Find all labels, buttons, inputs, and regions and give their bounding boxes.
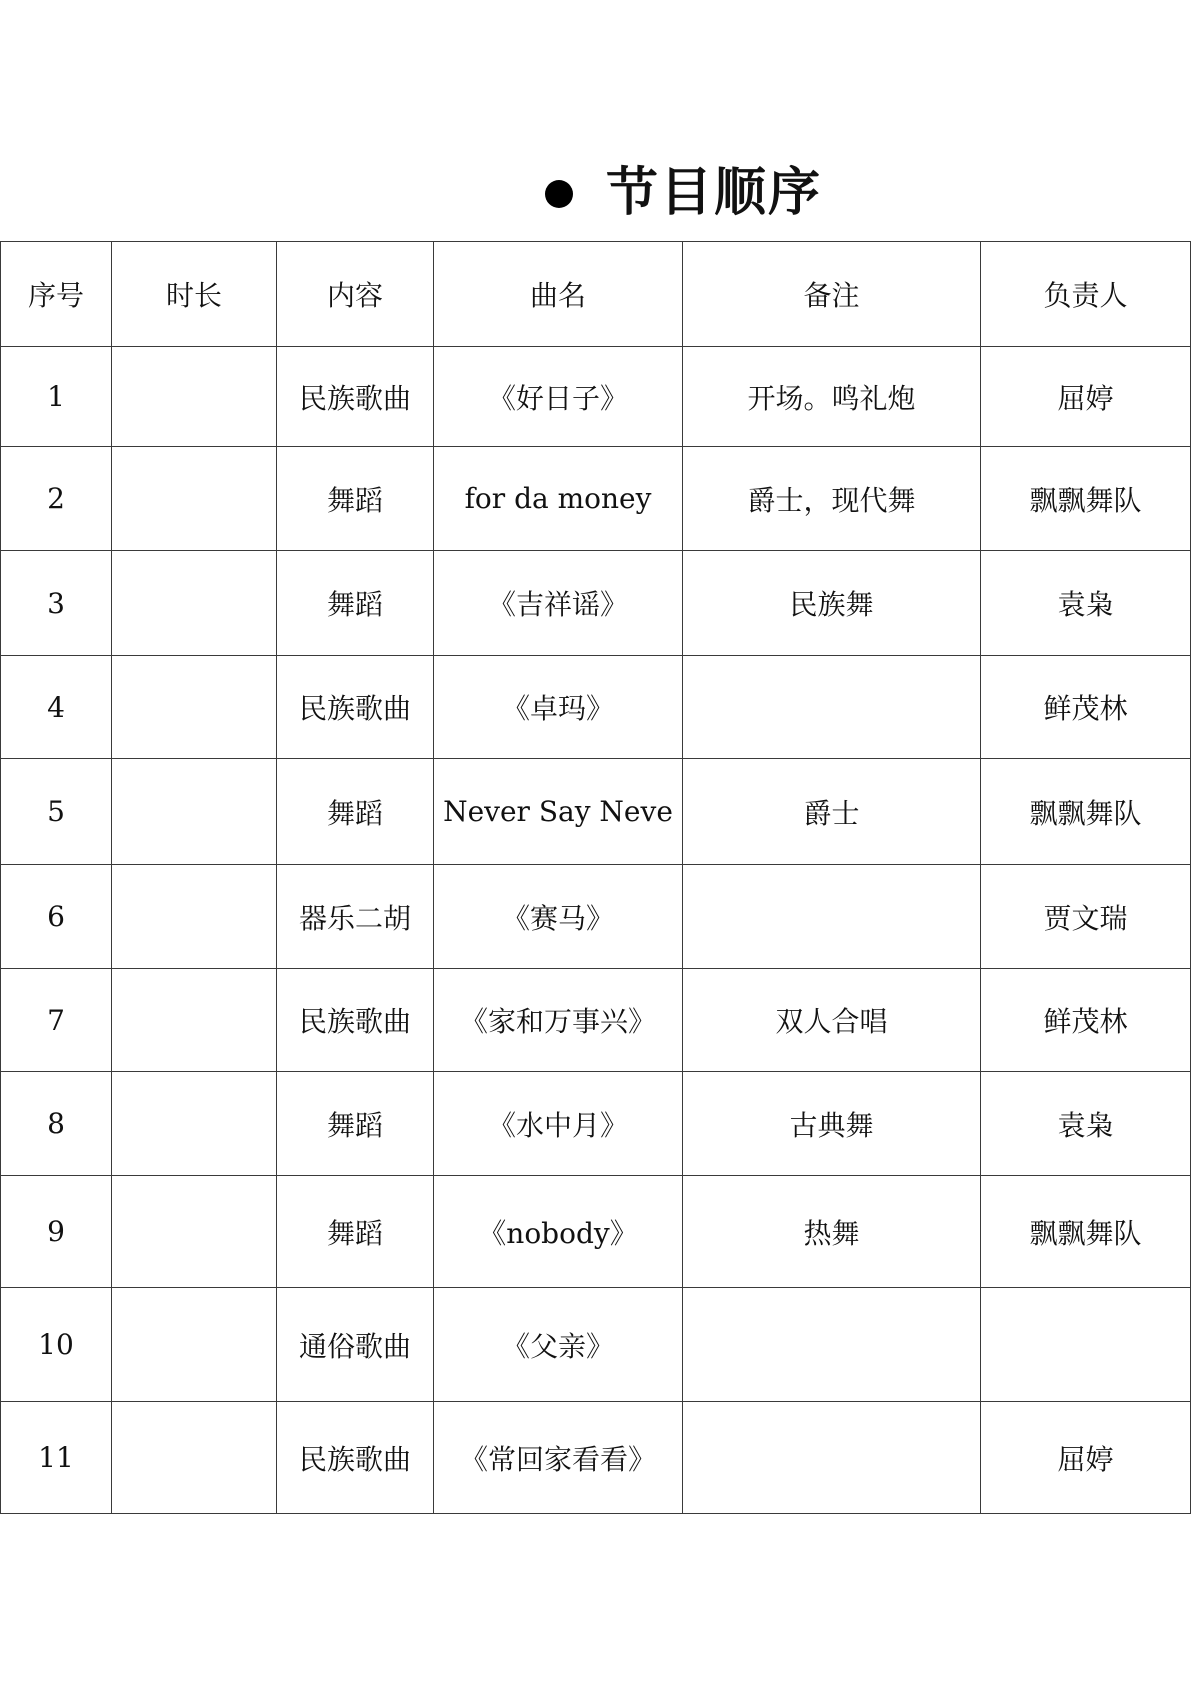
cell-duration — [112, 1288, 277, 1402]
cell-note: 古典舞 — [683, 1072, 981, 1176]
cell-owner — [981, 1288, 1191, 1402]
table-row — [1, 1176, 1191, 1288]
cell-content: 民族歌曲 — [277, 969, 434, 1072]
program-table — [0, 241, 1191, 1514]
cell-owner: 鲜茂林 — [981, 656, 1191, 759]
cell-content: 舞蹈 — [277, 447, 434, 551]
cell-owner: 飘飘舞队 — [981, 447, 1191, 551]
cell-duration — [112, 1072, 277, 1176]
cell-content: 器乐二胡 — [277, 865, 434, 969]
cell-note: 开场。鸣礼炮 — [683, 347, 981, 447]
cell-owner: 袁枭 — [981, 551, 1191, 656]
cell-note — [683, 1288, 981, 1402]
cell-owner: 袁枭 — [981, 1072, 1191, 1176]
table-row — [1, 347, 1191, 447]
header-song: 曲名 — [434, 242, 683, 347]
cell-owner: 飘飘舞队 — [981, 1176, 1191, 1288]
cell-seq: 8 — [1, 1072, 112, 1176]
table-row — [1, 969, 1191, 1072]
cell-content: 民族歌曲 — [277, 656, 434, 759]
cell-seq: 7 — [1, 969, 112, 1072]
cell-note: 双人合唱 — [683, 969, 981, 1072]
cell-seq: 11 — [1, 1402, 112, 1514]
cell-duration — [112, 1402, 277, 1514]
table-row — [1, 865, 1191, 969]
cell-song: Never Say Neve — [434, 759, 683, 865]
cell-content: 民族歌曲 — [277, 1402, 434, 1514]
cell-content: 舞蹈 — [277, 1072, 434, 1176]
table-row — [1, 1072, 1191, 1176]
cell-song: 《水中月》 — [434, 1072, 683, 1176]
cell-content: 舞蹈 — [277, 1176, 434, 1288]
bullet-icon — [545, 180, 573, 208]
header-duration: 时长 — [112, 242, 277, 347]
cell-content: 通俗歌曲 — [277, 1288, 434, 1402]
cell-note — [683, 656, 981, 759]
cell-seq: 5 — [1, 759, 112, 865]
cell-duration — [112, 865, 277, 969]
header-content: 内容 — [277, 242, 434, 347]
table-body — [1, 347, 1191, 1514]
cell-duration — [112, 551, 277, 656]
cell-song: 《赛马》 — [434, 865, 683, 969]
cell-seq: 4 — [1, 656, 112, 759]
cell-owner: 鲜茂林 — [981, 969, 1191, 1072]
cell-song: 《父亲》 — [434, 1288, 683, 1402]
cell-song: 《卓玛》 — [434, 656, 683, 759]
cell-content: 民族歌曲 — [277, 347, 434, 447]
cell-note: 爵士 — [683, 759, 981, 865]
cell-owner: 屈婷 — [981, 347, 1191, 447]
cell-duration — [112, 1176, 277, 1288]
cell-seq: 1 — [1, 347, 112, 447]
cell-note — [683, 865, 981, 969]
cell-content: 舞蹈 — [277, 551, 434, 656]
table-row — [1, 551, 1191, 656]
header-seq: 序号 — [1, 242, 112, 347]
cell-duration — [112, 447, 277, 551]
cell-note: 民族舞 — [683, 551, 981, 656]
cell-seq: 3 — [1, 551, 112, 656]
cell-owner: 贾文瑞 — [981, 865, 1191, 969]
table-row — [1, 1402, 1191, 1514]
cell-owner: 飘飘舞队 — [981, 759, 1191, 865]
cell-note — [683, 1402, 981, 1514]
page-title: 节目顺序 — [606, 163, 823, 223]
table-header-row — [1, 242, 1191, 347]
cell-seq: 9 — [1, 1176, 112, 1288]
table-row — [1, 447, 1191, 551]
cell-song: for da money — [434, 447, 683, 551]
cell-song: 《吉祥谣》 — [434, 551, 683, 656]
cell-content: 舞蹈 — [277, 759, 434, 865]
header-note: 备注 — [683, 242, 981, 347]
cell-song: 《nobody》 — [434, 1176, 683, 1288]
table-row — [1, 656, 1191, 759]
cell-seq: 10 — [1, 1288, 112, 1402]
cell-duration — [112, 656, 277, 759]
table-row — [1, 759, 1191, 865]
cell-song: 《好日子》 — [434, 347, 683, 447]
cell-duration — [112, 347, 277, 447]
cell-song: 《常回家看看》 — [434, 1402, 683, 1514]
cell-note: 热舞 — [683, 1176, 981, 1288]
table-row — [1, 1288, 1191, 1402]
cell-seq: 6 — [1, 865, 112, 969]
cell-owner: 屈婷 — [981, 1402, 1191, 1514]
cell-note: 爵士，现代舞 — [683, 447, 981, 551]
cell-duration — [112, 969, 277, 1072]
cell-song: 《家和万事兴》 — [434, 969, 683, 1072]
header-owner: 负责人 — [981, 242, 1191, 347]
cell-duration — [112, 759, 277, 865]
cell-seq: 2 — [1, 447, 112, 551]
